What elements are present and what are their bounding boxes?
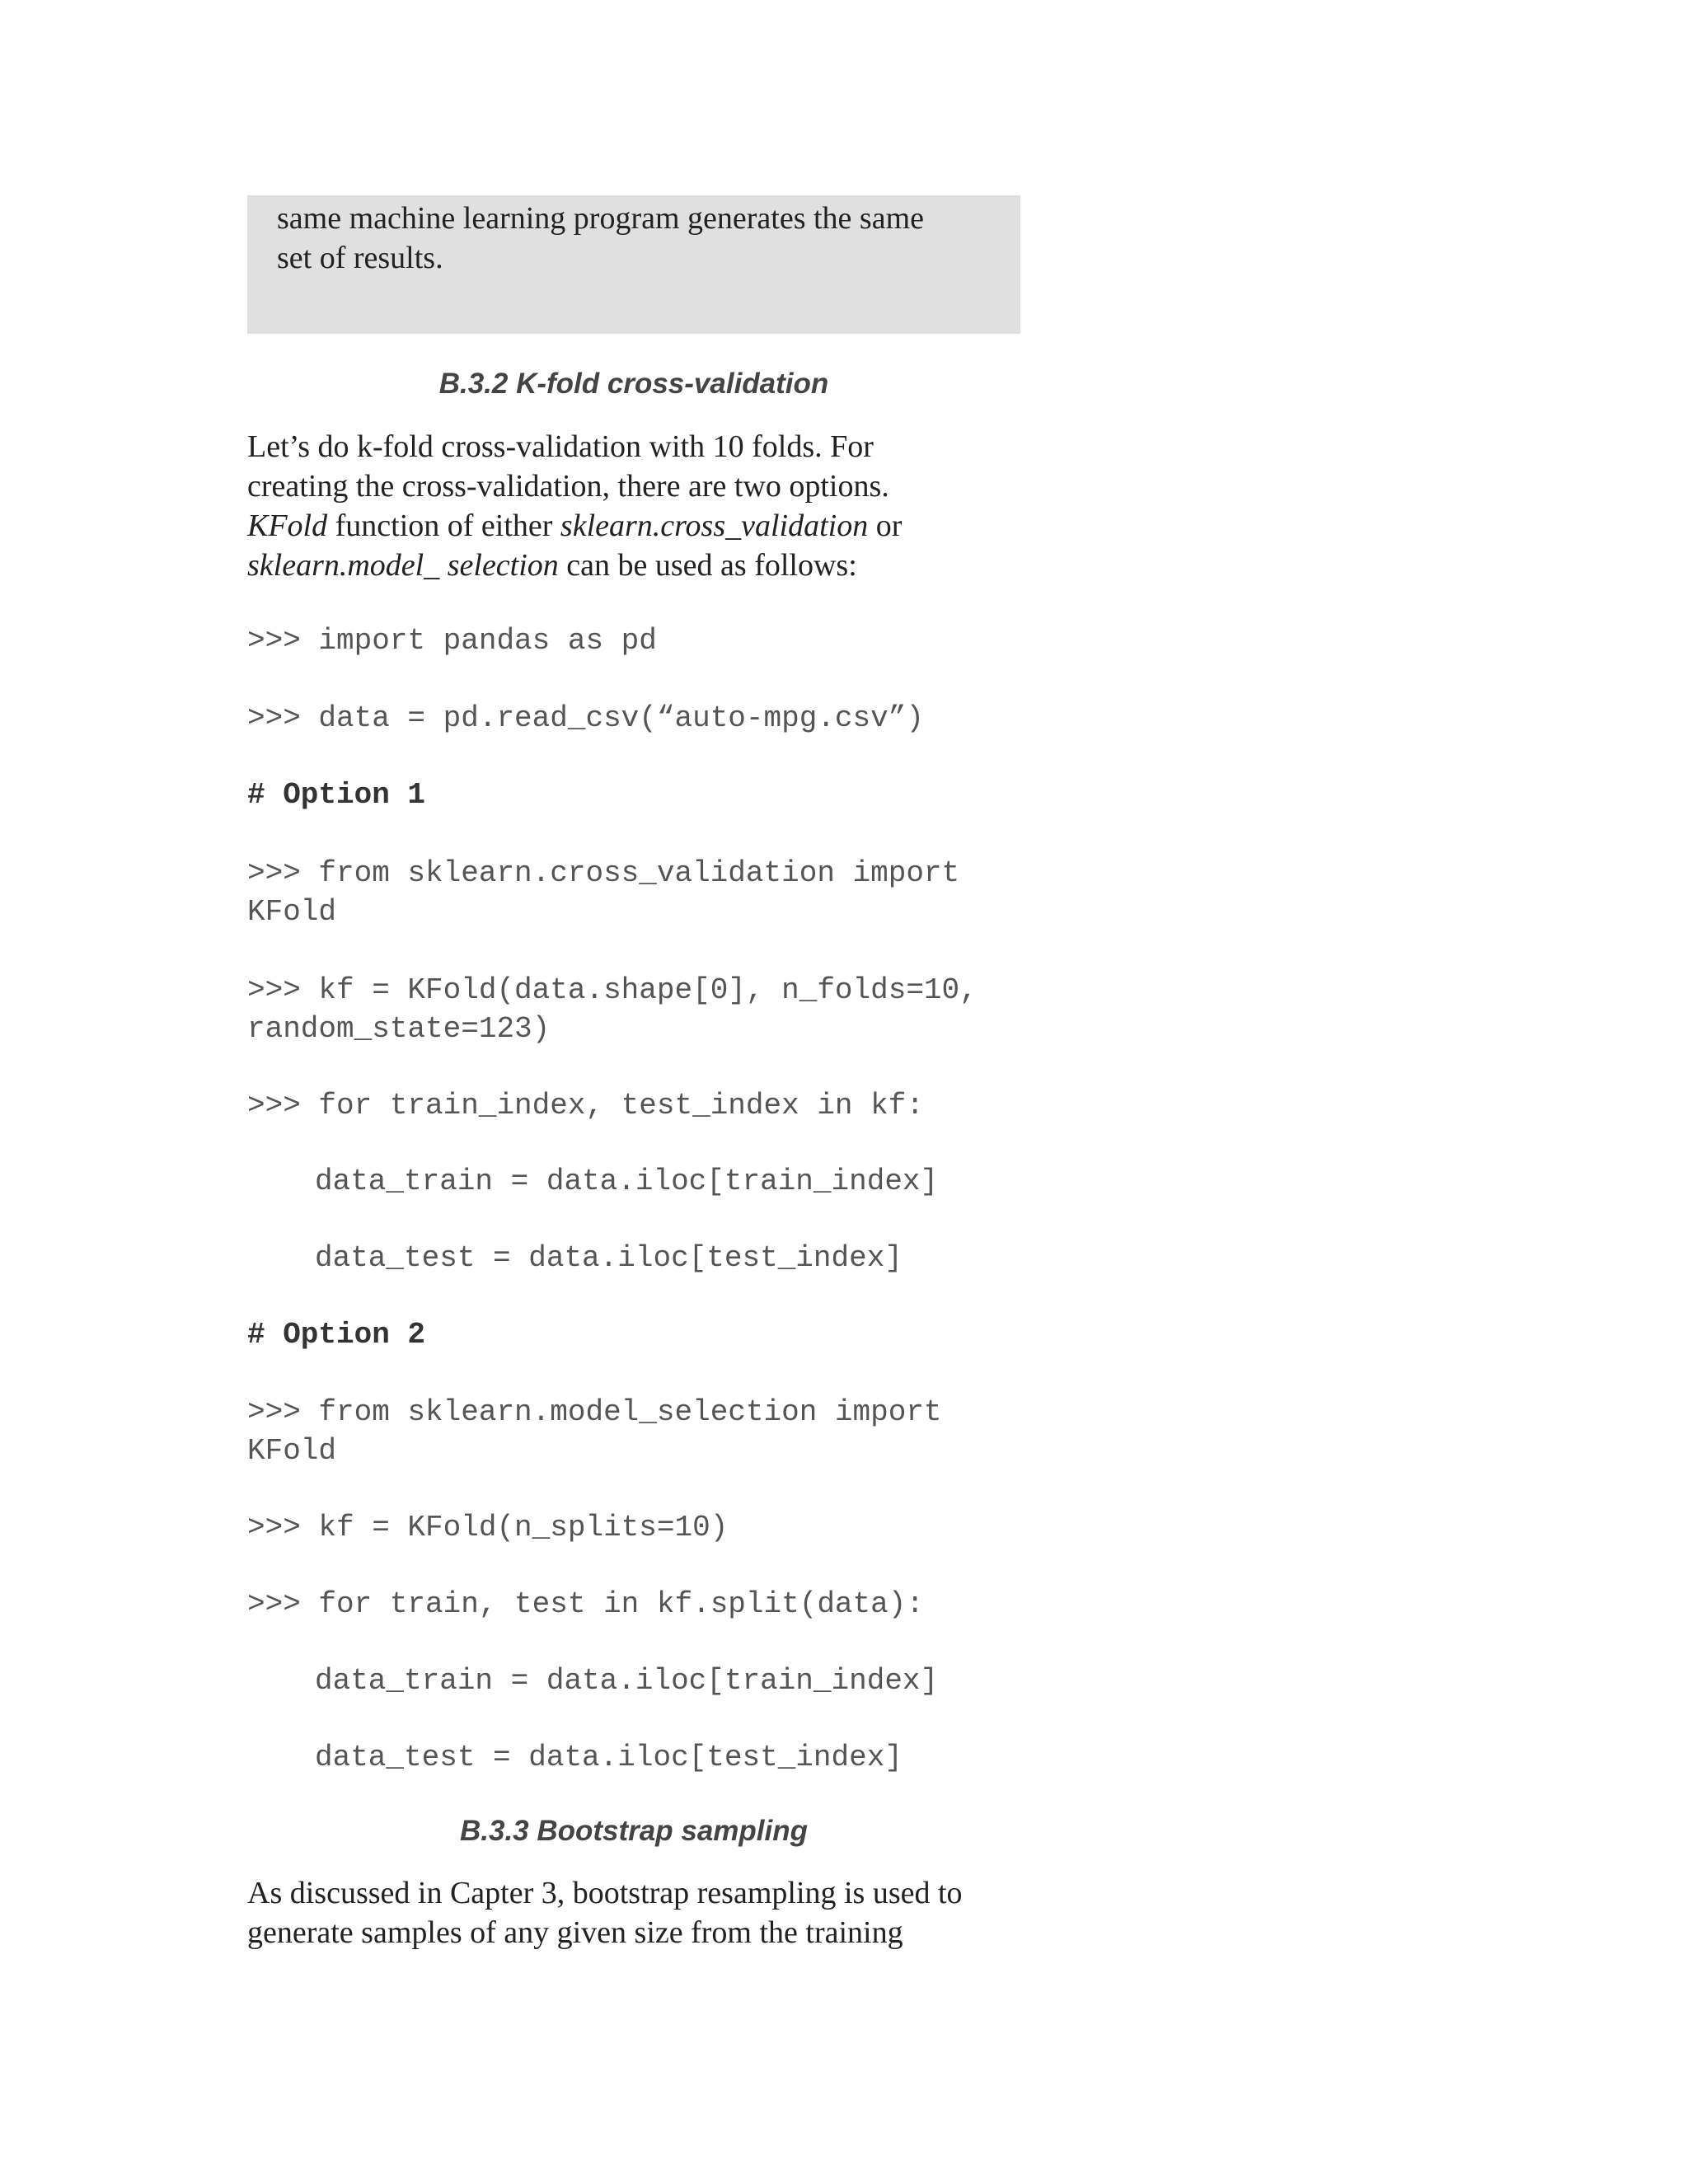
bootstrap-line-2: generate samples of any given size from the training <box>247 1915 903 1950</box>
callout-line-1: same machine learning program generates the same <box>277 201 924 236</box>
intro-line-3-end: or <box>868 509 903 543</box>
code-opt1-for-loop: >>> for train_index, test_index in kf: <box>247 1089 924 1122</box>
bootstrap-line-1: As discussed in Capter 3, bootstrap resampling is used to <box>247 1876 963 1910</box>
code-import-pandas: >>> import pandas as pd <box>247 624 657 658</box>
code-comment-option-1: # Option 1 <box>247 778 426 812</box>
intro-line-3-text: function of either <box>327 509 560 543</box>
section-heading-kfold: B.3.2 K-fold cross-validation <box>438 368 829 400</box>
intro-line-1: Let’s do k-fold cross-validation with 10 folds. For <box>247 429 874 464</box>
code-opt1-kfold-line-2: random_state=123) <box>247 1012 551 1046</box>
code-opt2-import-line-1: >>> from sklearn.model_selection import <box>247 1395 942 1429</box>
code-opt1-kfold-line-1: >>> kf = KFold(data.shape[0], n_folds=10, <box>247 973 978 1007</box>
intro-kfold-term: KFold <box>247 509 328 543</box>
section-heading-bootstrap: B.3.3 Bootstrap sampling <box>459 1815 809 1847</box>
intro-model-selection-term: sklearn.model_ selection <box>247 548 559 583</box>
callout-line-2: set of results. <box>277 241 443 275</box>
code-opt2-kfold: >>> kf = KFold(n_splits=10) <box>247 1511 729 1544</box>
intro-line-4-text: can be used as follows: <box>558 548 857 583</box>
code-opt1-data-train: data_train = data.iloc[train_index] <box>315 1165 939 1198</box>
intro-line-2: creating the cross-validation, there are two options. <box>247 469 889 504</box>
intro-cross-validation-term: sklearn.cross_validation <box>560 509 869 543</box>
code-opt1-data-test: data_test = data.iloc[test_index] <box>315 1241 903 1275</box>
kfold-intro-paragraph <box>247 427 1022 585</box>
bootstrap-paragraph <box>247 1873 1022 1952</box>
code-opt2-data-test: data_test = data.iloc[test_index] <box>315 1741 903 1774</box>
code-opt2-for-loop: >>> for train, test in kf.split(data): <box>247 1587 924 1621</box>
code-opt1-import-line-1: >>> from sklearn.cross_validation import <box>247 856 960 890</box>
callout-text <box>277 195 991 278</box>
code-opt1-import-line-2: KFold <box>247 895 337 929</box>
callout-box <box>247 195 1020 334</box>
code-opt2-import-line-2: KFold <box>247 1434 337 1468</box>
code-read-csv: >>> data = pd.read_csv(“auto-mpg.csv”) <box>247 701 924 735</box>
code-opt2-data-train: data_train = data.iloc[train_index] <box>315 1664 939 1698</box>
code-comment-option-2: # Option 2 <box>247 1318 426 1352</box>
